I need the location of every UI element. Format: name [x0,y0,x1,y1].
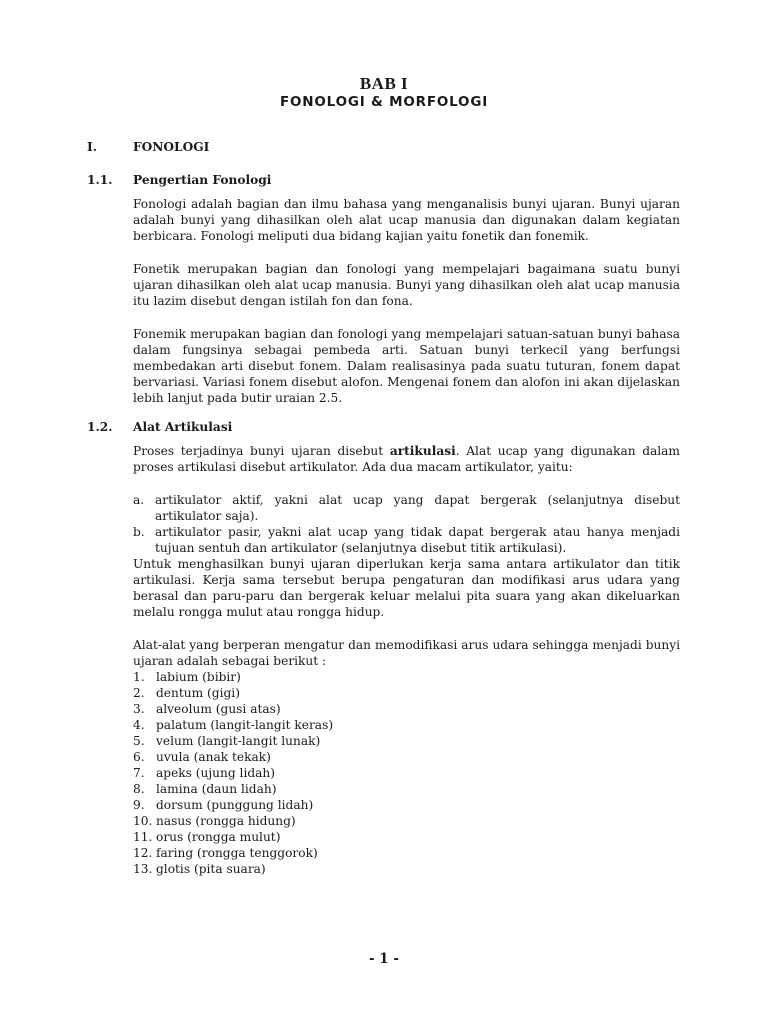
list-item [133,717,433,733]
intro-text: Proses terjadinya bunyi ujaran disebut [133,444,390,458]
list-item [133,701,433,717]
list-item-text: dorsum (punggung lidah) [156,798,314,812]
list-item-text: velum (langit-langit lunak) [156,734,321,748]
list-marker: a. [133,493,145,507]
list-item-text: lamina (daun lidah) [156,782,277,796]
list-item [133,685,433,701]
list-number: 13. [133,862,153,876]
list-item-text: artikulator aktif, yakni alat ucap yang dapat bergerak (selanjutnya disebut artikulator saja). [155,493,680,523]
list-number: 3. [133,702,145,716]
paragraph-fonetik: Fonetik merupakan bagian dan fonologi yang mempelajari bagaimana suatu bunyi ujaran dihasilkan oleh alat ucap manusia. Bunyi yang dihasilkan oleh alat ucap manusia itu lazim disebut dengan istilah fon dan fona. [133,262,680,308]
list-number: 12. [133,846,153,860]
list-number: 8. [133,782,145,796]
list-item-text: uvula (anak tekak) [156,750,271,764]
subsection-title: Alat Artikulasi [133,420,233,434]
list-item-text: glotis (pita suara) [156,862,266,876]
paragraph-fonemik: Fonemik merupakan bagian dan fonologi yang mempelajari satuan-satuan bunyi bahasa dalam fungsinya sebagai pembeda arti. Satuan bunyi terkecil yang berfungsi membedakan arti disebut fonem. Dalam realisasinya pada suatu tuturan, fonem dapat bervariasi. Variasi fonem disebut alofon. Mengenai fonem dan alofon ini akan dijelaskan lebih lanjut pada butir uraian 2.5. [133,327,680,405]
list-item [133,829,433,845]
list-item [133,669,433,685]
list-item [133,845,433,861]
list-item [133,797,433,813]
list-item-text: alveolum (gusi atas) [156,702,281,716]
section-number: I. [87,140,97,154]
list-item-text: nasus (rongga hidung) [156,814,296,828]
alat-ucap-list [133,669,433,877]
list-number: 7. [133,766,145,780]
list-number: 9. [133,798,145,812]
page-number: - 1 - [369,951,399,967]
artikulator-list [133,492,680,556]
list-number: 10. [133,814,153,828]
list-number: 6. [133,750,145,764]
list-item [133,765,433,781]
intro-text-rest: . Alat ucap yang digunakan dalam proses artikulasi disebut artikulator. Ada dua macam artikulator, yaitu: [133,444,680,474]
list-item [133,492,680,524]
subsection-number: 1.2. [87,420,113,434]
list-item [133,781,433,797]
list-marker: b. [133,525,145,539]
list-number: 5. [133,734,145,748]
subsection-title: Pengertian Fonologi [133,173,272,187]
list-item [133,813,433,829]
list-item [133,524,680,556]
paragraph-fonologi: Fonologi adalah bagian dan ilmu bahasa yang menganalisis bunyi ujaran. Bunyi ujaran adalah bunyi yang dihasilkan oleh alat ucap manusia dan digunakan dalam kegiatan berbicara. Fonologi meliputi dua bidang kajian yaitu fonetik dan fonemik. [133,197,680,243]
list-item-text: apeks (ujung lidah) [156,766,276,780]
list-number: 1. [133,670,145,684]
list-item-text: labium (bibir) [156,670,241,684]
paragraph-alat-alat: Alat-alat yang berperan mengatur dan memodifikasi arus udara sehingga menjadi bunyi ujaran adalah sebagai berikut : [133,638,680,668]
list-item-text: palatum (langit-langit keras) [156,718,334,732]
section-title: FONOLOGI [133,140,210,154]
paragraph-kerja-sama: Untuk menghasilkan bunyi ujaran diperlukan kerja sama antara artikulator dan titik artikulasi. Kerja sama tersebut berupa pengaturan dan modifikasi arus udara yang berasal dan paru-paru dan bergerak keluar melalui pita suara yang akan dikeluarkan melalu rongga mulut atau rongga hidup. [133,557,680,619]
list-item-text: dentum (gigi) [156,686,240,700]
list-item [133,733,433,749]
list-number: 4. [133,718,145,732]
list-number: 11. [133,830,153,844]
list-item-text: faring (rongga tenggorok) [156,846,318,860]
chapter-number: BAB I [359,74,409,93]
list-item [133,861,433,877]
list-item [133,749,433,765]
list-item-text: orus (rongga mulut) [156,830,281,844]
chapter-title: FONOLOGI & MORFOLOGI [279,94,489,110]
list-item-text: artikulator pasir, yakni alat ucap yang tidak dapat bergerak atau hanya menjadi tujuan sentuh dan artikulator (selanjutnya disebut titik artikulasi). [155,525,680,555]
term-artikulasi: artikulasi [389,444,456,458]
paragraph-artikulasi-intro [133,443,680,475]
list-number: 2. [133,686,145,700]
subsection-number: 1.1. [87,173,113,187]
